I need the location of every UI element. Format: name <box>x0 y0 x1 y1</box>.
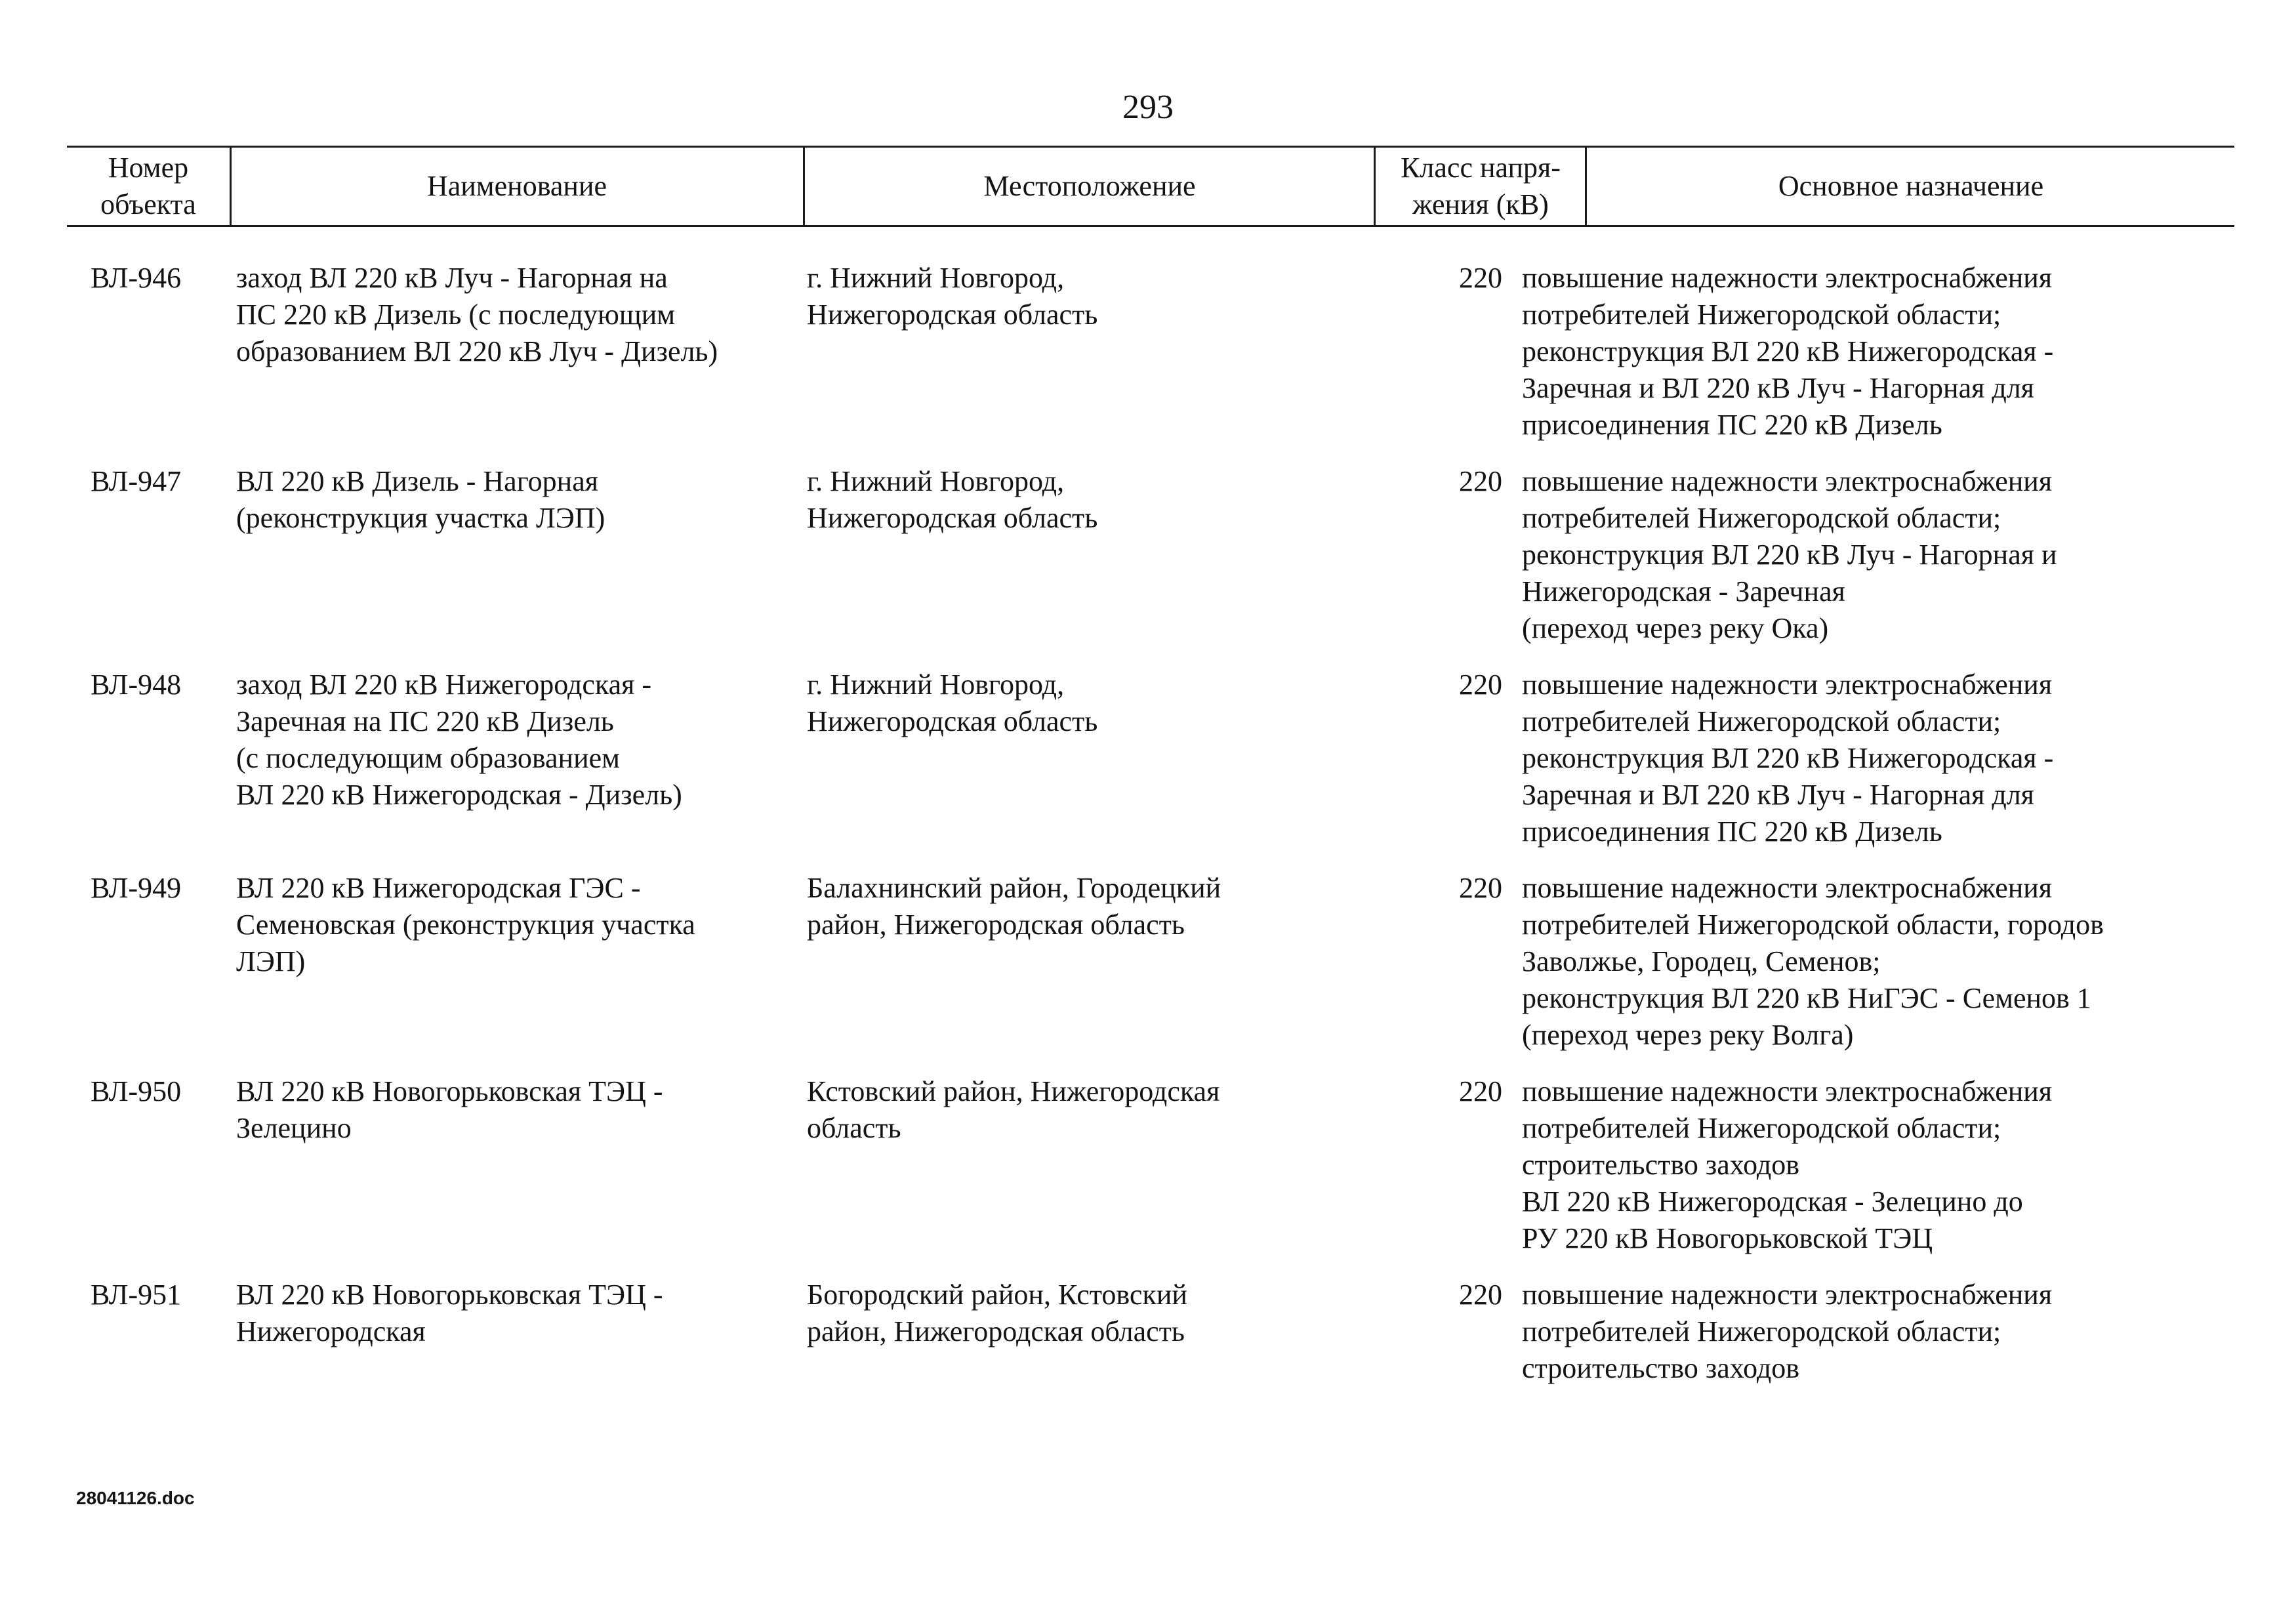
column-header-location: Местоположение <box>983 170 1196 202</box>
object-purpose: повышение надежности электроснабжения потребителей Нижегородской области; реконструкция ВЛ 220 кВ Нижегородская - Заречная и ВЛ 220 кВ Луч - Нагорная для присоединения ПС 220 кВ Дизель <box>1522 262 2054 441</box>
table-row <box>67 667 2234 870</box>
object-location: г. Нижний Новгород, Нижегородская область <box>807 465 1098 534</box>
object-number: ВЛ-950 <box>91 1075 182 1107</box>
page-number: 293 <box>1122 89 1174 126</box>
object-name: заход ВЛ 220 кВ Нижегородская - Заречная на ПС 220 кВ Дизель (с последующим образованием ВЛ 220 кВ Нижегородская - Дизель) <box>236 668 682 811</box>
footer-filename: 28041126.doc <box>76 1488 195 1508</box>
table-row <box>67 1073 2234 1277</box>
object-voltage: 220 <box>1459 668 1502 701</box>
object-location: г. Нижний Новгород, Нижегородская область <box>807 262 1098 331</box>
object-location: Кстовский район, Нижегородская область <box>807 1075 1220 1144</box>
column-header-name: Наименование <box>426 170 607 202</box>
object-name: заход ВЛ 220 кВ Луч - Нагорная на ПС 220 кВ Дизель (с последующим образованием ВЛ 220 кВ Луч - Дизель) <box>236 262 718 367</box>
table-row <box>67 870 2234 1073</box>
object-number: ВЛ-949 <box>91 872 182 904</box>
object-location: г. Нижний Новгород, Нижегородская область <box>807 668 1098 737</box>
table-row <box>67 1277 2234 1480</box>
object-number: ВЛ-951 <box>91 1279 182 1311</box>
object-location: Балахнинский район, Городецкий район, Нижегородская область <box>807 872 1221 941</box>
table-row <box>67 463 2234 667</box>
object-purpose: повышение надежности электроснабжения потребителей Нижегородской области; строительство заходов ВЛ 220 кВ Нижегородская - Зелецино до РУ 220 кВ Новогорьковской ТЭЦ <box>1522 1075 2053 1254</box>
object-voltage: 220 <box>1459 1279 1502 1311</box>
object-name: ВЛ 220 кВ Новогорьковская ТЭЦ - Зелецино <box>236 1075 663 1144</box>
column-header-purpose: Основное назначение <box>1778 170 2044 202</box>
column-header-voltage-class: Класс напря- жения (кВ) <box>1401 152 1561 220</box>
column-divider <box>1585 148 1587 225</box>
object-name: ВЛ 220 кВ Нижегородская ГЭС - Семеновская (реконструкция участка ЛЭП) <box>236 872 695 977</box>
column-header-object-number: Номер объекта <box>100 152 196 220</box>
table-row <box>67 260 2234 463</box>
object-number: ВЛ-948 <box>91 668 182 701</box>
object-purpose: повышение надежности электроснабжения потребителей Нижегородской области; реконструкция ВЛ 220 кВ Луч - Нагорная и Нижегородская - Заречная (переход через реку Ока) <box>1522 465 2057 644</box>
column-divider <box>1374 148 1376 225</box>
object-purpose: повышение надежности электроснабжения потребителей Нижегородской области; реконструкция ВЛ 220 кВ Нижегородская - Заречная и ВЛ 220 кВ Луч - Нагорная для присоединения ПС 220 кВ Дизель <box>1522 668 2054 848</box>
table-body <box>67 260 2234 1480</box>
object-purpose: повышение надежности электроснабжения потребителей Нижегородской области; строительство заходов <box>1522 1279 2053 1384</box>
object-number: ВЛ-947 <box>91 465 182 497</box>
object-voltage: 220 <box>1459 872 1502 904</box>
object-name: ВЛ 220 кВ Дизель - Нагорная (реконструкция участка ЛЭП) <box>236 465 605 534</box>
object-purpose: повышение надежности электроснабжения потребителей Нижегородской области, городов Заволжье, Городец, Семенов; реконструкция ВЛ 220 кВ НиГЭС - Семенов 1 (переход через реку Волга) <box>1522 872 2104 1051</box>
column-divider <box>803 148 805 225</box>
object-location: Богородский район, Кстовский район, Нижегородская область <box>807 1279 1187 1347</box>
object-voltage: 220 <box>1459 262 1502 294</box>
object-number: ВЛ-946 <box>91 262 182 294</box>
object-voltage: 220 <box>1459 465 1502 497</box>
object-name: ВЛ 220 кВ Новогорьковская ТЭЦ - Нижегородская <box>236 1279 663 1347</box>
object-voltage: 220 <box>1459 1075 1502 1107</box>
table-header <box>67 146 2234 227</box>
